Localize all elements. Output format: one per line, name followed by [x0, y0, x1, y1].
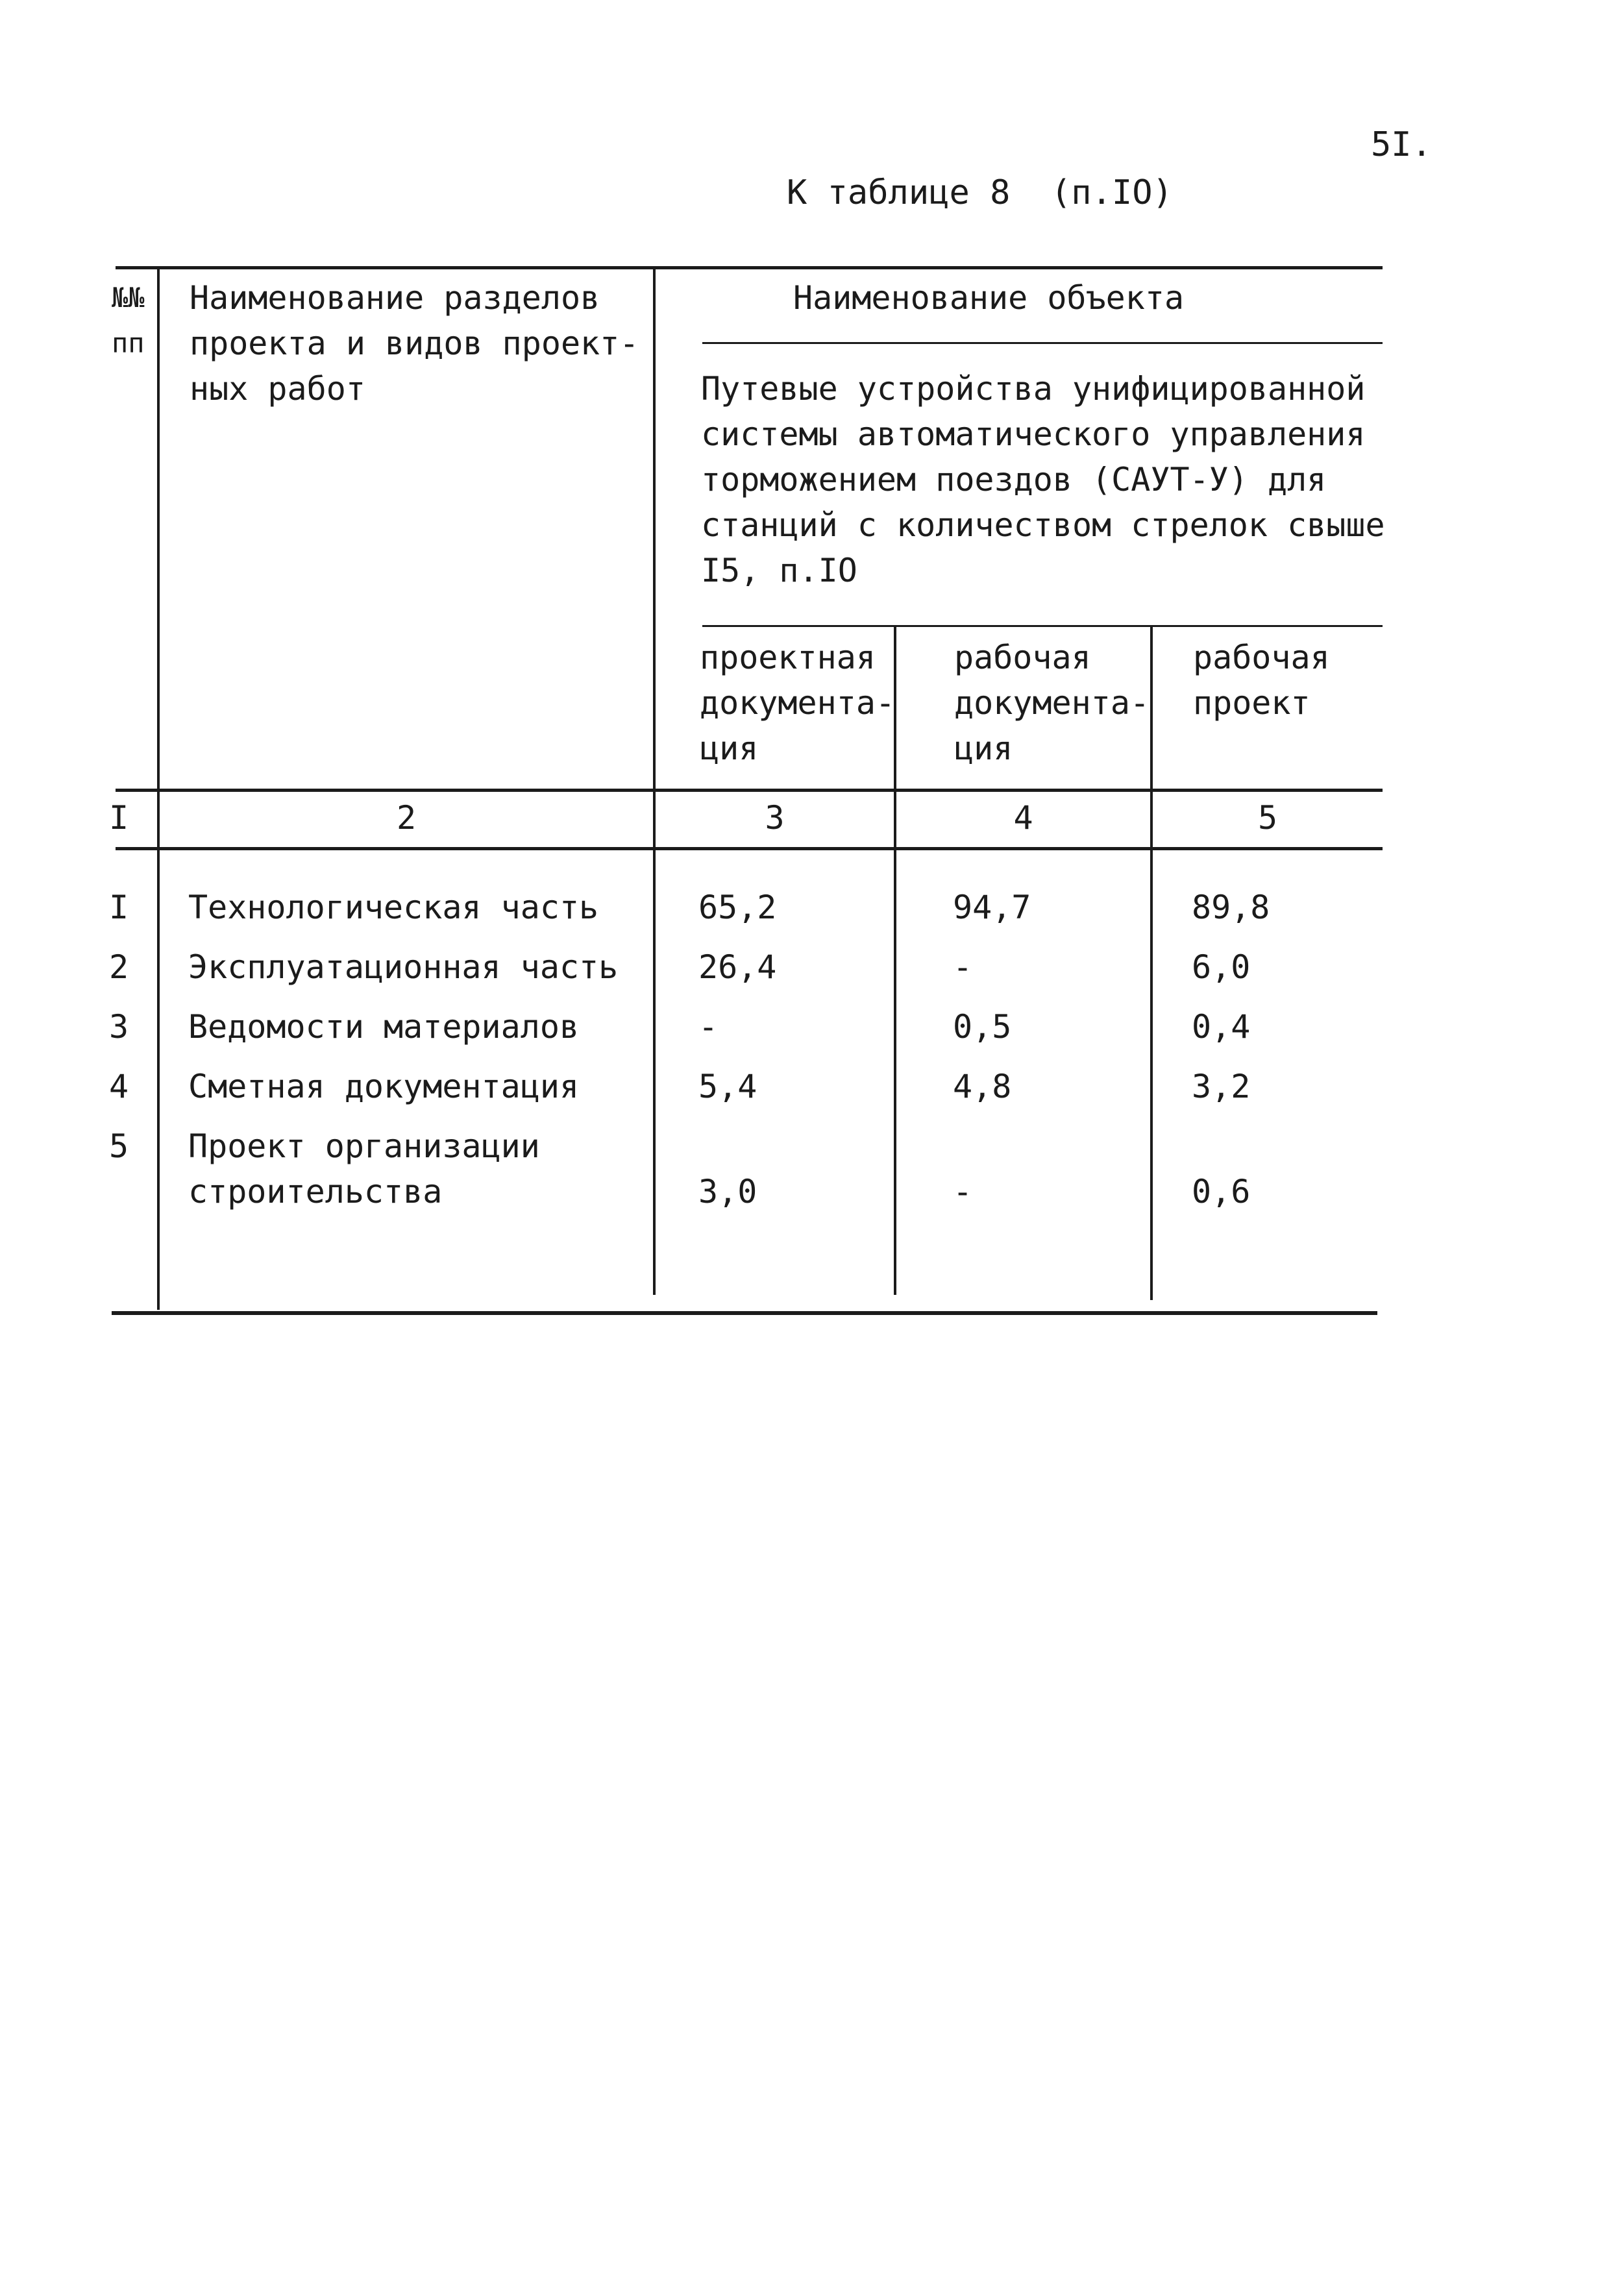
header-col4: рабочая документа- ция	[954, 639, 1150, 767]
row-value-col5: 89,8	[1192, 889, 1270, 926]
row-name: Проект организации строительства	[188, 1127, 540, 1211]
colnum-2: 2	[396, 799, 417, 837]
row-number: 2	[109, 948, 129, 986]
colnum-5: 5	[1257, 799, 1278, 837]
row-value-col3: 65,2	[698, 889, 777, 926]
colnum-1: I	[109, 799, 129, 837]
object-title-rule	[702, 342, 1383, 344]
table-caption: К таблице 8 (п.IO)	[787, 173, 1173, 212]
colnum-3: 3	[765, 799, 785, 837]
col-divider-1	[157, 266, 160, 1310]
row-value-col5: 0,4	[1192, 1008, 1251, 1046]
header-col3: проектная документа- ция	[700, 639, 896, 767]
row-value-col3: 3,0	[698, 1173, 757, 1211]
row-name: Технологическая часть	[188, 889, 599, 926]
col-divider-4	[1150, 625, 1153, 1300]
header-no-label: №№ пп	[112, 282, 145, 359]
header-bottom-rule	[116, 789, 1383, 792]
subheader-rule	[702, 625, 1383, 627]
header-col5: рабочая проект	[1193, 639, 1330, 722]
colnum-bottom-rule	[116, 847, 1383, 850]
row-value-col4: 4,8	[953, 1068, 1012, 1105]
row-number: 3	[109, 1008, 129, 1046]
row-value-col4: 94,7	[953, 889, 1031, 926]
colnum-4: 4	[1013, 799, 1033, 837]
col-divider-2	[653, 266, 656, 1295]
table-bottom-rule	[112, 1311, 1377, 1315]
row-name: Эксплуатационная часть	[188, 948, 619, 986]
row-name: Сметная документация	[188, 1068, 580, 1105]
header-object-title: Наименование объекта	[793, 279, 1185, 317]
row-number: 5	[109, 1127, 129, 1165]
row-value-col4: -	[953, 948, 973, 986]
row-value-col5: 6,0	[1192, 948, 1251, 986]
row-value-col3: -	[698, 1008, 719, 1046]
row-value-col5: 0,6	[1192, 1173, 1251, 1211]
row-value-col3: 26,4	[698, 948, 777, 986]
header-object-description: Путевые устройства унифицированной системы автоматического управления торможением поездов (САУТ-У) для станций с количеством стрелок свыше I5, п.IO	[701, 370, 1385, 589]
row-number: 4	[109, 1068, 129, 1105]
row-name: Ведомости материалов	[188, 1008, 580, 1046]
row-value-col3: 5,4	[698, 1068, 757, 1105]
row-value-col5: 3,2	[1192, 1068, 1251, 1105]
header-section-name: Наименование разделов проекта и видов проект- ных работ	[190, 279, 639, 408]
row-number: I	[109, 889, 129, 926]
row-value-col4: -	[953, 1173, 973, 1211]
row-value-col4: 0,5	[953, 1008, 1012, 1046]
page-number: 5I.	[1371, 125, 1432, 164]
table-top-rule	[116, 266, 1383, 269]
